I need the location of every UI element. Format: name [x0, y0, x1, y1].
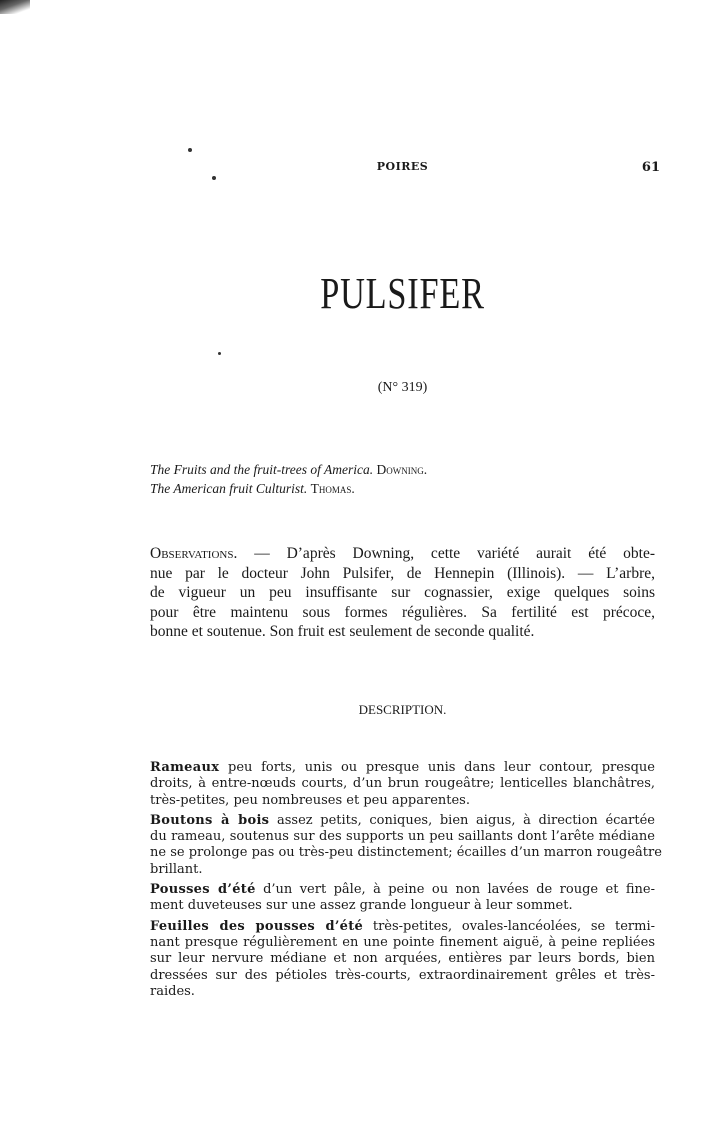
- speck: [188, 148, 192, 152]
- description-line: [150, 845, 662, 861]
- description-line: [150, 898, 655, 914]
- running-title: POIRES: [376, 160, 429, 173]
- speck: [212, 176, 216, 180]
- paragraph-text: droits, à entre-nœuds courts, d’un brun rougeâtre; lenticelles blanchâtres,: [150, 776, 655, 792]
- description-line: [150, 984, 655, 1000]
- paragraph-lead: Feuilles des pousses d’été: [150, 918, 364, 934]
- page-number: 61: [641, 160, 660, 175]
- scan-edge: [0, 0, 30, 14]
- description: [150, 760, 662, 1004]
- paragraph-lead: Boutons à bois: [150, 812, 270, 828]
- observation-line: [150, 544, 655, 564]
- description-line: [150, 919, 655, 935]
- running-header: [150, 160, 660, 180]
- paragraph-lead: Rameaux: [150, 760, 220, 775]
- reference: [150, 460, 427, 479]
- paragraph-text: sur leur nervure médiane et non arquées, entières par leurs bords, bien: [150, 951, 655, 967]
- paragraph-text: assez petits, coniques, bien aigus, à direction écartée: [276, 812, 655, 828]
- paragraph-text: nant presque régulièrement en une pointe finement aiguë, à peine repliées: [150, 934, 655, 950]
- observation-text: pour être maintenu sous formes régulières. Sa fertilité est précoce,: [150, 603, 655, 621]
- paragraph-text: ment duveteuses sur une assez grande longueur à leur sommet.: [150, 898, 573, 914]
- observation-line: [150, 622, 655, 642]
- description-paragraph: [150, 919, 655, 1000]
- reference-author: Downing.: [376, 462, 428, 477]
- description-line: [150, 862, 655, 878]
- observation-line: [150, 603, 655, 623]
- observations-label: Observations.: [150, 545, 238, 562]
- observation-line: [150, 583, 655, 603]
- description-line: [150, 882, 655, 898]
- page-title: PULSIFER: [320, 269, 485, 318]
- description-line: [150, 776, 655, 792]
- description-line: [150, 951, 655, 967]
- observations: [150, 544, 655, 642]
- description-line: [150, 935, 655, 951]
- reference-work: The American fruit Culturist.: [150, 481, 308, 496]
- observation-text: — D’après Downing, cette variété aurait été obte-: [254, 545, 656, 562]
- observation-text: bonne et soutenue. Son fruit est seulement de seconde qualité.: [150, 623, 535, 640]
- observation-line: [150, 564, 655, 584]
- reference-work: The Fruits and the fruit-trees of America.: [150, 462, 374, 477]
- paragraph-text: dressées sur des pétioles très-courts, extraordinairement grêles et très-: [150, 967, 655, 983]
- description-paragraph: [150, 812, 662, 878]
- description-heading: DESCRIPTION.: [358, 702, 447, 717]
- speck: [218, 352, 221, 355]
- description-paragraph: [150, 760, 655, 809]
- paragraph-text: d’un vert pâle, à peine ou non lavées de rouge et fine-: [263, 882, 655, 898]
- description-line: [150, 968, 655, 984]
- paragraph-text: peu forts, unis ou presque unis dans leur contour, presque: [228, 760, 655, 775]
- reference: [150, 479, 427, 498]
- paragraph-text: très-petites, ovales-lancéolées, se termi-: [372, 918, 655, 934]
- description-line: [150, 793, 655, 809]
- reference-author: Thomas.: [310, 481, 355, 496]
- paragraph-lead: Pousses d’été: [150, 882, 256, 898]
- paragraph-text: brillant.: [150, 861, 203, 877]
- description-line: [150, 813, 655, 829]
- references: [150, 460, 427, 498]
- paragraph-text: ne se prolonge pas ou très-peu distinctement; écailles d’un marron rougeâtre: [150, 845, 662, 861]
- description-line: [150, 829, 655, 845]
- paragraph-text: raides.: [150, 983, 195, 999]
- observation-text: de vigueur un peu insuffisante sur cognassier, exige quelques soins: [150, 584, 655, 601]
- variety-number: (N° 319): [377, 380, 428, 395]
- paragraph-text: du rameau, soutenus sur des supports un peu saillants dont l’arête médiane: [150, 829, 655, 845]
- description-line: [150, 760, 655, 776]
- paragraph-text: très-petites, peu nombreuses et peu apparentes.: [150, 792, 470, 808]
- description-paragraph: [150, 882, 655, 915]
- observation-text: nue par le docteur John Pulsifer, de Hennepin (Illinois). — L’arbre,: [150, 564, 655, 582]
